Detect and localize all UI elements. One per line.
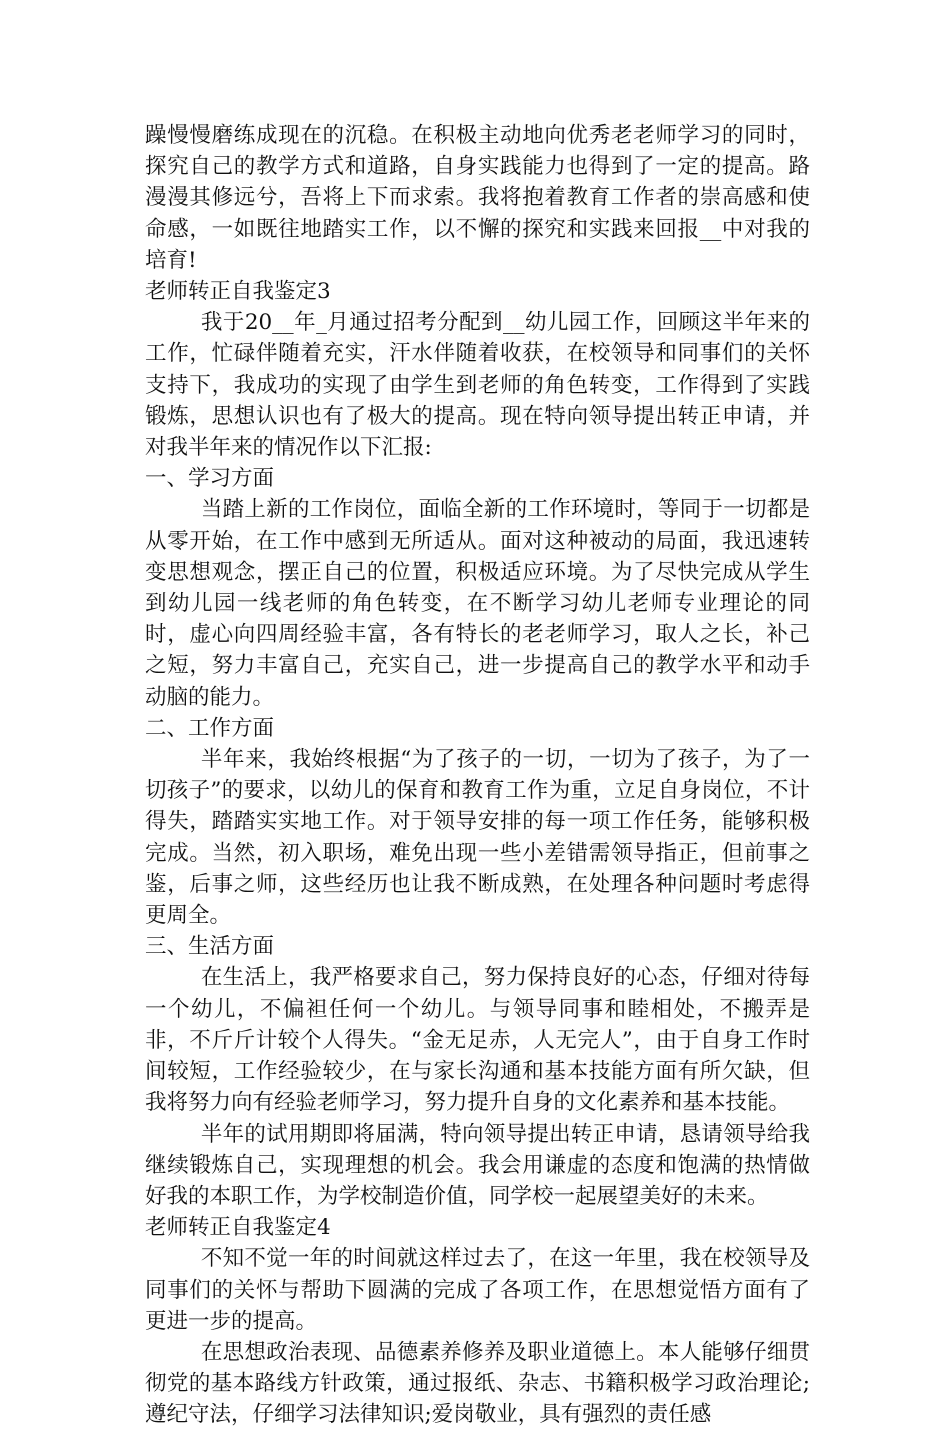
paragraph-life: 在生活上，我严格要求自己，努力保持良好的心态，仔细对待每一个幼儿，不偏袒任何一个幼儿。与领导同事和睦相处，不搬弄是非，不斤斤计较个人得失。“金无足赤，人无完人”，由于自身工作时间较短，工作经验较少，在与家长沟通和基本技能方面有所欠缺，但我将努力向有经验老师学习，努力提升自身的文化素养和基本技能。	[145, 965, 810, 1116]
paragraph-conclusion: 半年的试用期即将届满，特向领导提出转正申请，恳请领导给我继续锻炼自己，实现理想的机会。我会用谦虚的态度和饱满的热情做好我的本职工作，为学校制造价值，同学校一起展望美好的未来。	[145, 1121, 810, 1209]
paragraph-intro-3: 我于20__年_月通过招考分配到__幼儿园工作，回顾这半年来的工作，忙碌伴随着充实，汗水伴随着收获，在校领导和同事们的关怀支持下，我成功的实现了由学生到老师的角色转变，工作得到了实践锻炼，思想认识也有了极大的提高。现在特向领导提出转正申请，并对我半年来的情况作以下汇报:	[145, 310, 810, 461]
document-page	[145, 120, 810, 1431]
paragraph-work: 半年来，我始终根据“为了孩子的一切，一切为了孩子，为了一切孩子”的要求，以幼儿的保育和教育工作为重，立足自身岗位，不计得失，踏踏实实地工作。对于领导安排的每一项工作任务，能够积极完成。当然，初入职场，难免出现一些小差错需领导指正，但前事之鉴，后事之师，这些经历也让我不断成熟，在处理各种问题时考虑得更周全。	[145, 747, 810, 929]
subheading-work: 二、工作方面	[145, 715, 275, 741]
paragraph-intro-4: 不知不觉一年的时间就这样过去了，在这一年里，我在校领导及同事们的关怀与帮助下圆满的完成了各项工作，在思想觉悟方面有了更进一步的提高。	[145, 1246, 810, 1334]
section-title-4: 老师转正自我鉴定4	[145, 1215, 331, 1241]
section-title-3: 老师转正自我鉴定3	[145, 279, 331, 305]
subheading-study: 一、学习方面	[145, 466, 275, 492]
paragraph-continuation: 躁慢慢磨练成现在的沉稳。在积极主动地向优秀老老师学习的同时，探究自己的教学方式和道路，自身实践能力也得到了一定的提高。路漫漫其修远兮，吾将上下而求索。我将抱着教育工作者的崇高感和使命感，一如既往地踏实工作，以不懈的探究和实践来回报__中对我的培育!	[145, 123, 810, 273]
paragraph-study: 当踏上新的工作岗位，面临全新的工作环境时，等同于一切都是从零开始，在工作中感到无所适从。面对这种被动的局面，我迅速转变思想观念，摆正自己的位置，积极适应环境。为了尽快完成从学生到幼儿园一线老师的角色转变，在不断学习幼儿老师专业理论的同时，虚心向四周经验丰富，各有特长的老老师学习，取人之长，补己之短，努力丰富自己，充实自己，进一步提高自己的教学水平和动手动脑的能力。	[145, 497, 810, 710]
paragraph-politics: 在思想政治表现、品德素养修养及职业道德上。本人能够仔细贯彻党的基本路线方针政策，通过报纸、杂志、书籍积极学习政治理论;遵纪守法，仔细学习法律知识;爱岗敬业，具有强烈的责任感	[145, 1339, 810, 1428]
subheading-life: 三、生活方面	[145, 934, 275, 960]
